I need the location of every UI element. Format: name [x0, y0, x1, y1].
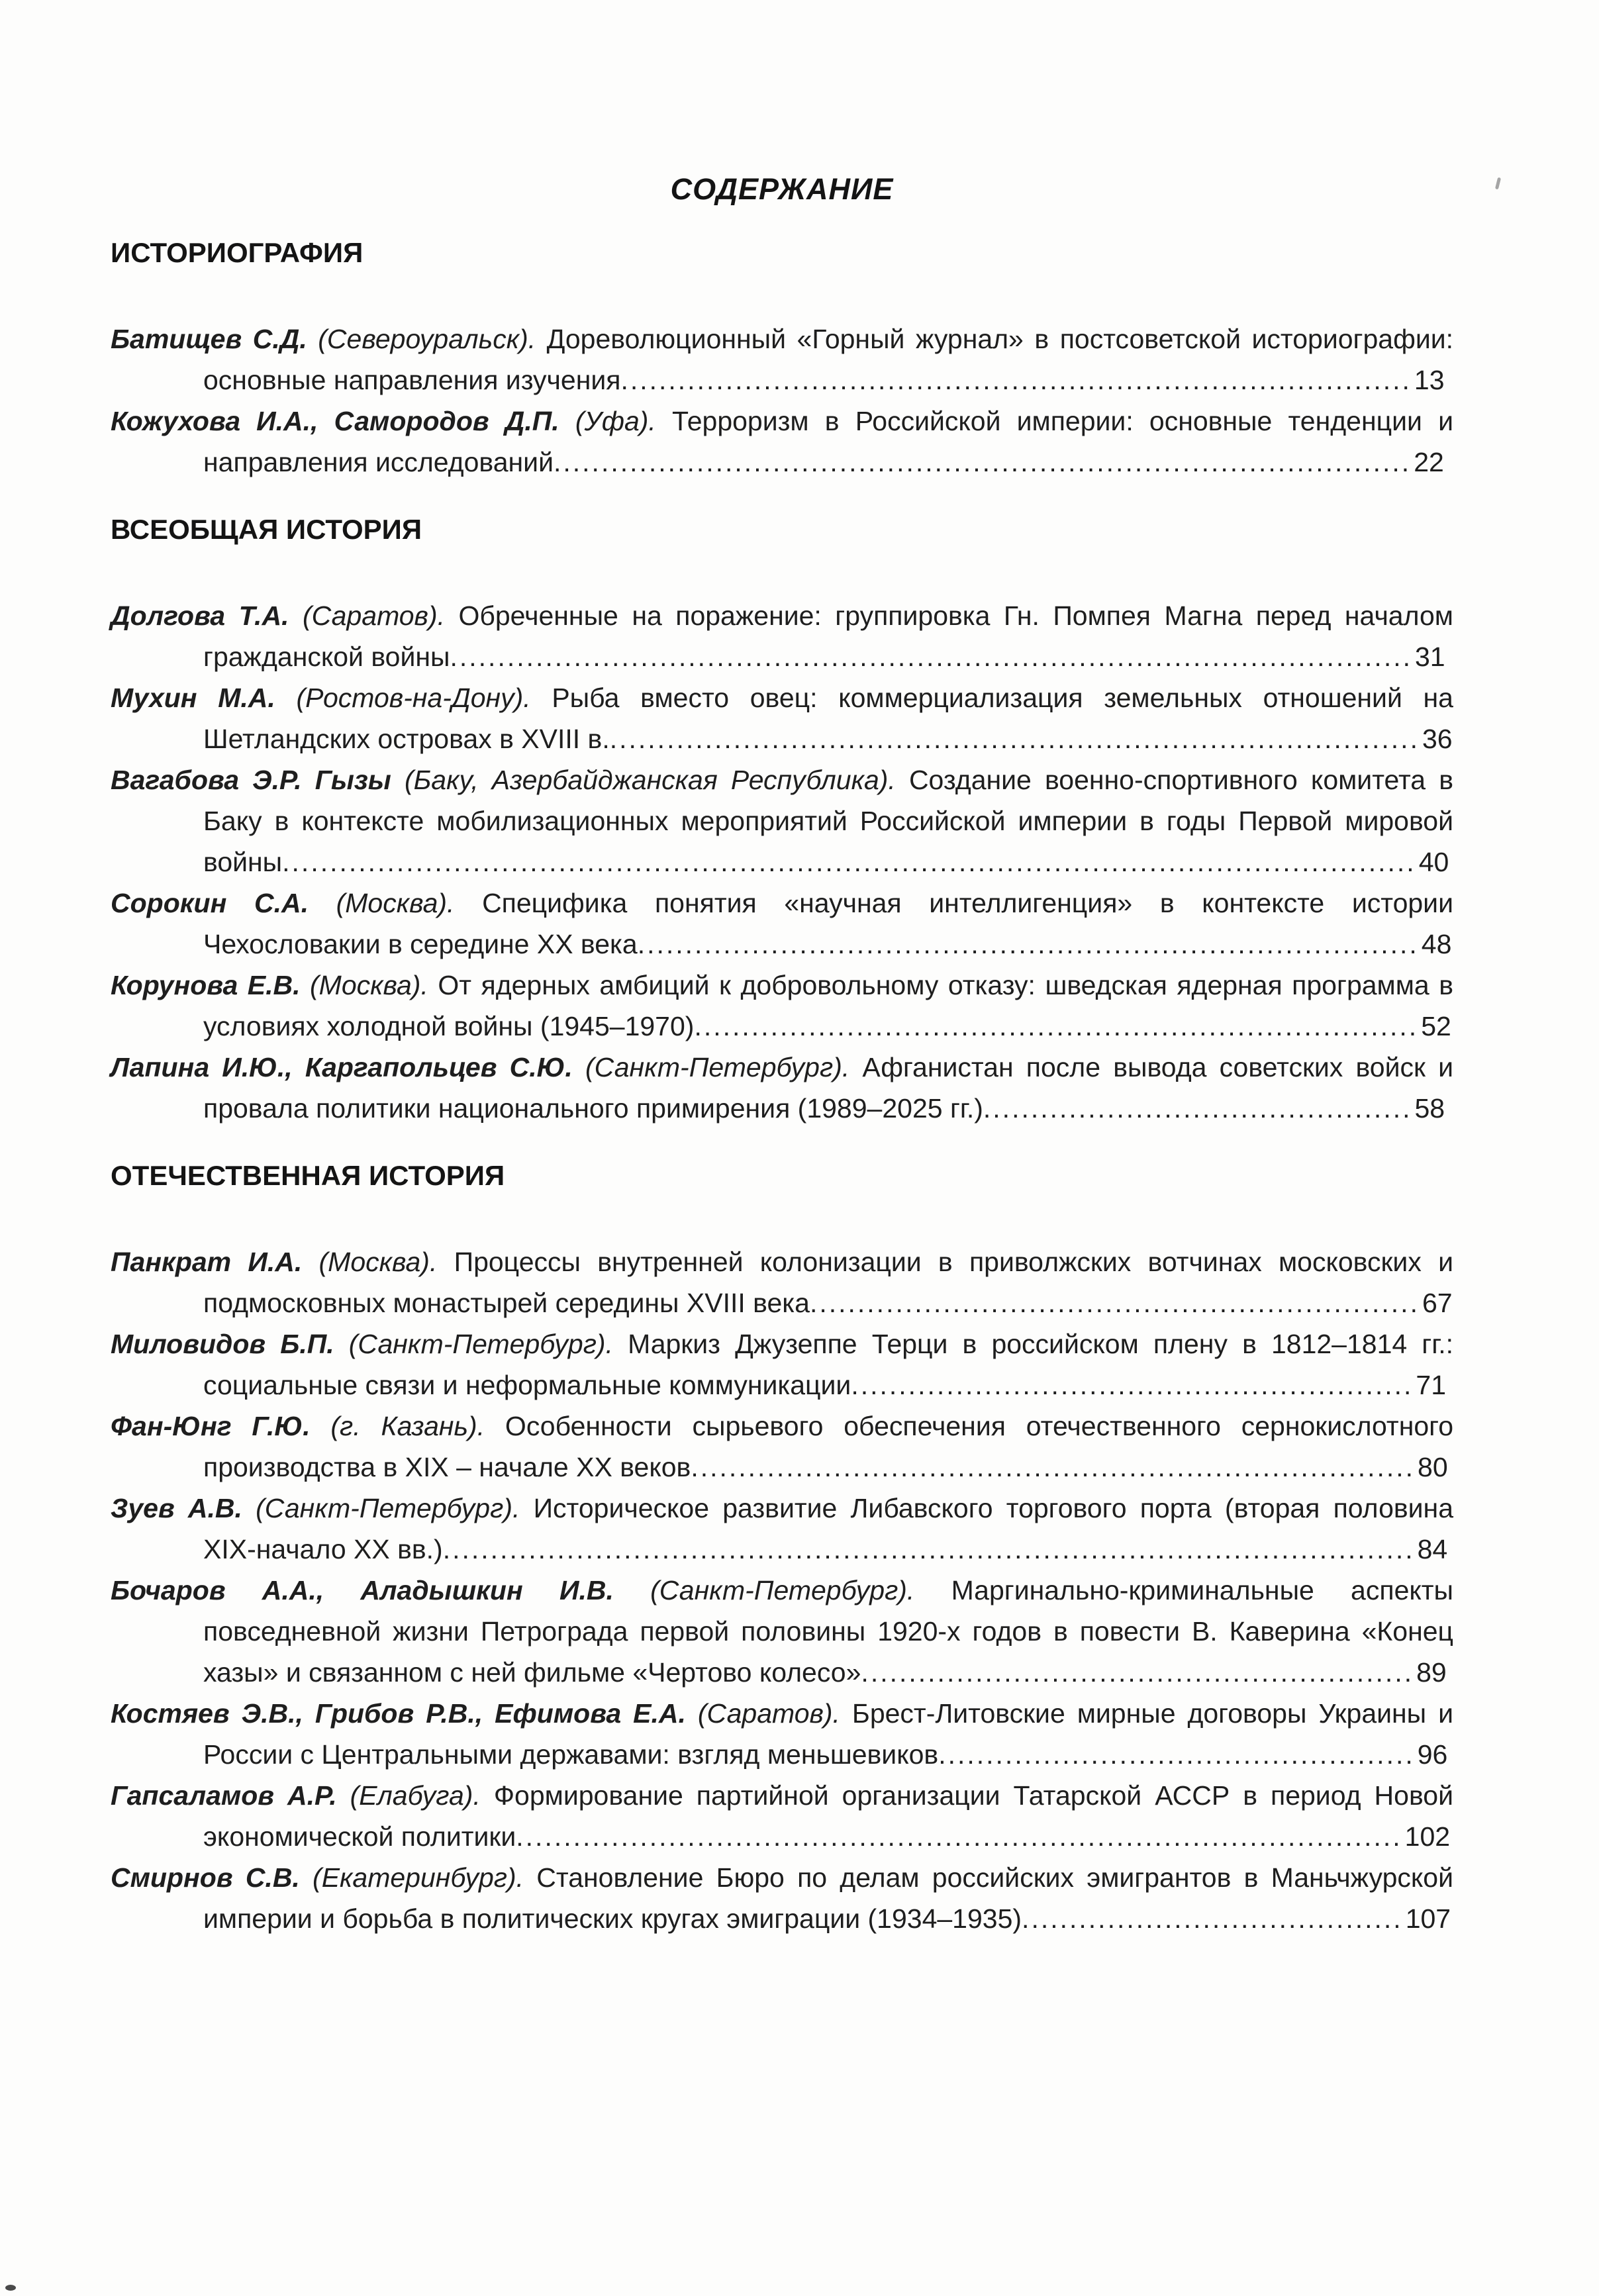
- entry-authors: Вагабова Э.Р. Гызы: [111, 765, 405, 795]
- toc-sections: [111, 232, 1453, 1939]
- entry-title: Формирование партийной организации Татарской АССР в период Новой экономической политики: [203, 1780, 1453, 1852]
- entry-title: Обреченные на поражение: группировка Гн. Помпея Магна перед началом гражданской войны: [203, 600, 1453, 672]
- entry-page-number: 107: [1405, 1903, 1451, 1934]
- entry-location: (г. Казань).: [330, 1411, 505, 1441]
- toc-entry: [111, 677, 1453, 759]
- entry-location: (Баку, Азербайджанская Республика).: [404, 765, 909, 795]
- entry-authors: Батищев С.Д.: [111, 324, 318, 354]
- entry-location: (Саратов).: [302, 600, 459, 631]
- toc-entry: [111, 318, 1453, 401]
- toc-entry: [111, 1693, 1453, 1775]
- entry-authors: Лапина И.Ю., Каргапольцев С.Ю.: [111, 1052, 585, 1082]
- entry-title: Создание военно-спортивного комитета в Баку в контексте мобилизационных мероприятий Российской империи в годы Первой мировой войны: [203, 765, 1453, 877]
- toc-entry: [111, 595, 1453, 677]
- leader-dots-icon: ..........................................................................................: [553, 447, 1412, 477]
- leader-dots-icon: .....................................................................................................: [450, 642, 1412, 672]
- entry-page-number: 52: [1421, 1011, 1451, 1041]
- entry-authors: Миловидов Б.П.: [111, 1329, 349, 1359]
- entry-location: (Санкт-Петербург).: [256, 1493, 534, 1523]
- entry-authors: Корунова Е.В.: [111, 970, 311, 1000]
- entry-authors: Зуев А.В.: [111, 1493, 256, 1523]
- toc-entry: [111, 965, 1453, 1047]
- entry-title: Терроризм в Российской империи: основные тенденции и направления исследований: [203, 406, 1453, 477]
- entry-title: Брест-Литовские мирные договоры Украины и России с Центральными державами: взгляд меньшевиков: [203, 1698, 1453, 1770]
- entry-location: (Москва).: [310, 970, 438, 1000]
- toc-entry: [111, 1857, 1453, 1939]
- entry-title: Маркиз Джузеппе Терци в российском плену в 1812–1814 гг.: социальные связи и неформальные коммуникации: [203, 1329, 1453, 1400]
- entry-location: (Североуральск).: [318, 324, 547, 354]
- entry-title: Рыба вместо овец: коммерциализация земельных отношений на Шетландских островах в XVIII в.: [203, 683, 1453, 754]
- section-heading: ОТЕЧЕСТВЕННАЯ ИСТОРИЯ: [111, 1160, 505, 1191]
- entry-title: От ядерных амбиций к добровольному отказу: шведская ядерная программа в условиях холодной войны (1945–1970): [203, 970, 1453, 1041]
- leader-dots-icon: .......................................................................................................................: [282, 847, 1416, 877]
- leader-dots-icon: ...........................................................: [851, 1370, 1414, 1400]
- entry-page-number: 89: [1416, 1657, 1447, 1688]
- toc-entry: [111, 759, 1453, 883]
- toc-entry: [111, 401, 1453, 483]
- entry-page-number: 22: [1414, 447, 1444, 477]
- scan-artifact-speck-icon: [5, 2285, 16, 2291]
- toc-entry: [111, 1047, 1453, 1129]
- entry-location: (Уфа).: [575, 406, 672, 436]
- entry-authors: Мухин М.А.: [111, 683, 297, 713]
- entry-title: Процессы внутренней колонизации в приволжских вотчинах московских и подмосковных монастырей середины XVIII века: [203, 1247, 1453, 1318]
- entry-authors: Бочаров А.А., Аладышкин И.В.: [111, 1575, 651, 1605]
- section-heading: ВСЕОБЩАЯ ИСТОРИЯ: [111, 514, 422, 545]
- entry-title: Историческое развитие Либавского торгового порта (вторая половина XIX-начало XX вв.): [203, 1493, 1453, 1564]
- leader-dots-icon: ................................................................: [809, 1288, 1420, 1318]
- toc-entry: [111, 1570, 1453, 1693]
- entry-title: Дореволюционный «Горный журнал» в постсоветской историографии: основные направления изучения: [203, 324, 1454, 395]
- leader-dots-icon: ..................................................: [938, 1739, 1415, 1770]
- entry-page-number: 102: [1404, 1821, 1451, 1852]
- entry-page-number: 13: [1414, 365, 1445, 395]
- leader-dots-icon: ............................................................................: [694, 1011, 1419, 1041]
- entry-page-number: 96: [1417, 1739, 1448, 1770]
- entry-location: (Екатеринбург).: [313, 1862, 537, 1893]
- entry-authors: Долгова Т.А.: [111, 600, 303, 631]
- entry-page-number: 84: [1417, 1534, 1448, 1564]
- entry-authors: Костяев Э.В., Грибов Р.В., Ефимова Е.А.: [111, 1698, 698, 1729]
- toc-entry: [111, 1406, 1453, 1488]
- page-title: СОДЕРЖАНИЕ: [670, 172, 894, 206]
- leader-dots-icon: ............................................................................: [691, 1452, 1416, 1482]
- entry-authors: Смирнов С.В.: [111, 1862, 313, 1893]
- entry-page-number: 71: [1416, 1370, 1447, 1400]
- entry-authors: Сорокин С.А.: [111, 888, 336, 918]
- entry-location: (Санкт-Петербург).: [650, 1575, 951, 1605]
- entry-page-number: 31: [1415, 642, 1445, 672]
- entry-location: (Елабуга).: [350, 1780, 494, 1811]
- entry-title: Специфика понятия «научная интеллигенция» в контексте истории Чехословакии в середине XX века: [203, 888, 1453, 959]
- entry-page-number: 40: [1418, 847, 1449, 877]
- entry-location: (Санкт-Петербург).: [348, 1329, 628, 1359]
- leader-dots-icon: .............................................................................................: [516, 1821, 1402, 1852]
- entry-location: (Ростов-на-Дону).: [296, 683, 552, 713]
- entry-authors: Кожухова И.А., Самородов Д.П.: [111, 406, 575, 436]
- toc-entry: [111, 1775, 1453, 1857]
- entry-title: Маргинально-криминальные аспекты повседневной жизни Петрограда первой половины 1920-х годов в повести В. Каверина «Конец хазы» и связанном с ней фильме «Чертово колесо»: [203, 1575, 1454, 1688]
- entry-authors: Гапсаламов А.Р.: [111, 1780, 350, 1811]
- entry-title: Становление Бюро по делам российских эмигрантов в Маньчжурской империи и борьба в политических кругах эмиграции (1934–1935): [203, 1862, 1453, 1934]
- entry-authors: Фан-Юнг Г.Ю.: [111, 1411, 331, 1441]
- leader-dots-icon: ......................................................................................................: [442, 1534, 1415, 1564]
- entry-page-number: 48: [1421, 929, 1452, 959]
- toc-entry: [111, 883, 1453, 965]
- section-heading: ИСТОРИОГРАФИЯ: [111, 237, 363, 268]
- entry-title: Афганистан после вывода советских войск и провала политики национального примирения (1989–2025 гг.): [203, 1052, 1454, 1124]
- entry-location: (Москва).: [318, 1247, 454, 1277]
- leader-dots-icon: ...................................................................................: [620, 365, 1412, 395]
- leader-dots-icon: .....................................................................................: [609, 724, 1420, 754]
- entry-page-number: 80: [1418, 1452, 1448, 1482]
- entry-page-number: 67: [1422, 1288, 1453, 1318]
- entry-authors: Панкрат И.А.: [111, 1247, 319, 1277]
- entry-title: Особенности сырьевого обеспечения отечественного сернокислотного производства в XIX – начале XX веков: [203, 1411, 1454, 1482]
- leader-dots-icon: ..........................................................: [861, 1657, 1414, 1688]
- entry-page-number: 58: [1414, 1093, 1445, 1124]
- entry-location: (Москва).: [336, 888, 483, 918]
- entry-page-number: 36: [1422, 724, 1453, 754]
- leader-dots-icon: ........................................: [1022, 1903, 1403, 1934]
- leader-dots-icon: ..................................................................................: [637, 929, 1419, 959]
- toc-entry: [111, 1323, 1453, 1406]
- toc-entry: [111, 1241, 1453, 1323]
- entry-location: (Саратов).: [697, 1698, 852, 1729]
- toc-entry: [111, 1488, 1453, 1570]
- entry-location: (Санкт-Петербург).: [585, 1052, 863, 1082]
- leader-dots-icon: .............................................: [983, 1093, 1412, 1124]
